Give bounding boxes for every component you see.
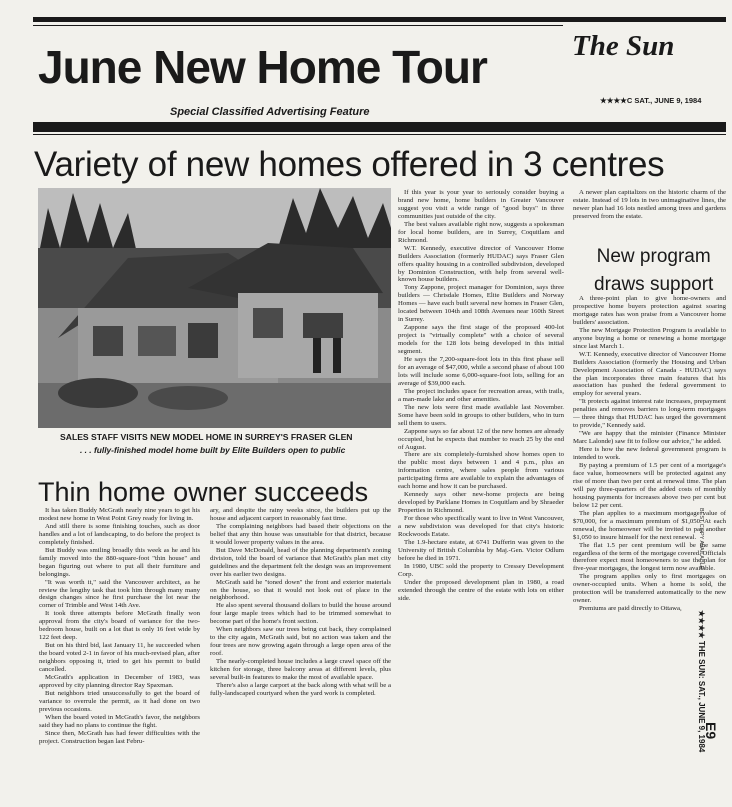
paragraph: W.T. Kennedy, executive director of Vancouver Home Builders Association (formerly the Housing and Urban Development Association of Canada - HUDAC) says the plan incorporates three main features that his association has pushed the federal government to employ for several years. bbox=[573, 350, 726, 398]
paragraph: Kennedy says other new-home projects are being developed by Parklane Homes in Coquitlam and by Shraeder Properties in Richmond. bbox=[398, 491, 564, 515]
paragraph: "It was worth it," said the Vancouver architect, as he review the lengthy task that took him through many many design changes since he first purchase the lot near the corner of Trimble and West 14th Ave. bbox=[39, 578, 200, 610]
paragraph: The complaining neighbors had based their objections on the belief that any thin house was unsuitable for that district, because it would lower property values in the area. bbox=[210, 522, 391, 546]
page-number: E9 bbox=[703, 722, 719, 740]
paragraph: The 1.9-hectare estate, at 6741 Dufferin was given to the University of British Columbia by Maj.-Gen. Victor Odlum before he died in 1971. bbox=[398, 538, 564, 562]
paragraph: Premiums are paid directly to Ottawa, bbox=[579, 605, 682, 613]
paragraph: The new lots were first made available last November. Some have been sold in groups to other builders, who in turn sell them to users. bbox=[398, 403, 564, 427]
top-rule-thin bbox=[33, 25, 563, 26]
paragraph: The program applies only to first mortgages on owner-occupied units. When a home is sold, the protection will be transferred automatically to the new owner. bbox=[573, 573, 726, 605]
paragraph: A three-point plan to give home-owners and prospective home buyers protection against soaring mortgage rates has won praise from a Vancouver home builders' association. bbox=[573, 295, 726, 326]
paragraph: ary, and despite the rainy weeks since, the builders put up the house and adjacent carport in reasonably fast time. bbox=[210, 507, 391, 522]
paragraph: McGrath's application in December of 1983, was approved by city planning director Ray Spaxman. bbox=[39, 674, 200, 689]
thin-home-headline: Thin home owner succeeds bbox=[38, 477, 369, 507]
photo-caption-line1: SALES STAFF VISITS NEW MODEL HOME IN SURREY'S FRASER GLEN bbox=[60, 432, 353, 442]
main-headline: Variety of new homes offered in 3 centres bbox=[34, 145, 665, 184]
section-title: June New Home Tour bbox=[38, 41, 487, 93]
paragraph: For those who specifically want to live in West Vancouver, a new subdivision was developed for that city's historic Rockwoods Estate. bbox=[398, 515, 564, 538]
paragraph: A newer plan capitalizes on the historic charm of the estate. Instead of 19 lots in two unimaginative lines, the newer plan had 16 lots nestled among trees and gardens preserved from the estate. bbox=[573, 189, 726, 220]
paragraph: Under the proposed development plan in 1980, a road extended through the centre of the estate with lots on either side. bbox=[398, 578, 564, 602]
paragraph: In 1980, UBC sold the property to Cressey Development Corp. bbox=[398, 562, 564, 578]
paragraph: "We are happy that the minister (Finance Minister Marc Lalonde) saw fit to follow our advice," he added. bbox=[573, 430, 726, 446]
paragraph: Zappone says so far about 12 of the new homes are already occupied, but he expects that number to reach 25 by the end of August. bbox=[398, 427, 564, 451]
dateline: ★★★★C SAT., JUNE 9, 1984 bbox=[600, 96, 702, 105]
best-copy-stamp: BEST COPY AVAILABLE bbox=[698, 508, 704, 570]
paragraph: It took three attempts before McGrath finally won approval from the city's board of variance for the two-bedroom house, built on a lot that is only 16 feet wide by 122 feet deep. bbox=[39, 610, 200, 642]
paragraph: But Buddy was smiling broadly this week as he and his family moved into the 880-square-foot "thin house" and began figuring out where to put all their furniture and belongings. bbox=[39, 546, 200, 578]
mortgage-headline-line2: draws support bbox=[594, 274, 714, 295]
paragraph: The new Mortgage Protection Program is available to anyone buying a home or renewing a home mortgage since last March 1. bbox=[573, 326, 726, 350]
new-homes-story-column bbox=[398, 189, 564, 803]
paragraph: But on his third bid, last January 11, he succeeded when the board voted 2-1 in favor of his much-revised plan, after neighbors opposing it, tried to get his permit to build cancelled. bbox=[39, 642, 200, 674]
paragraph: Zappone says the first stage of the proposed 400-lot project is "virtually complete" with a choice of several models for the 128 lots being developed in this initial segment. bbox=[398, 324, 564, 356]
paragraph: He says the 7,200-square-foot lots in this first phase sell for an average of $47,000, while a second phase of about 100 lots will include some 6,000-square-foot lots, selling for an average of $39,000 each. bbox=[398, 356, 564, 387]
paragraph: But Dave McDonald, head of the planning department's zoning division, told the board of variance that McGrath's plan met city guidelines and the department felt the design was an improvement over his earlier two designs. bbox=[210, 546, 391, 578]
paragraph: If this year is your year to seriously consider buying a brand new home, home builders in Greater Vancouver suggest you visit a wide range of "good buys" in three communities just outside of the city. bbox=[398, 189, 564, 220]
paragraph: W.T. Kennedy, executive director of Vancouver Home Builders Association (formerly HUDAC) says Fraser Glen offers quality housing in a controlled subdivision, developed by Dominion Construction, with help from several well-known house builders. bbox=[398, 244, 564, 284]
mortgage-headline-line1: New program bbox=[596, 246, 711, 267]
thin-story-column-2 bbox=[210, 507, 391, 802]
paragraph: There are six completely-furnished show homes open to the public most days between 1 and 4 p.m., plus an information centre, where sales people from various participating firms are available to explain the advantages of each home and how it can be purchased. bbox=[398, 451, 564, 491]
paragraph: He also spent several thousand dollars to build the house around four large maple trees which had to be trimmed somewhat to become part of the home's front section. bbox=[210, 602, 391, 626]
paragraph: It has taken Buddy McGrath nearly nine years to get his modest new home in West Point Grey ready for living in. bbox=[39, 507, 200, 522]
paragraph: And still there is some finishing touches, such as door handles and a lot of landscaping, to do before the project is completely finished. bbox=[39, 522, 200, 546]
paragraph: The project includes space for recreation areas, with trails, a man-made lake and other amenities. bbox=[398, 387, 564, 403]
house-photo bbox=[38, 188, 391, 428]
paragraph: By paying a premium of 1.5 per cent of a mortgage's face value, homeowners will be protected against any rise of more than two per cent at renewal time. The plan will pay three-quarters of the added costs of monthly housing payments for increases above two per cent but below 12 per cent. bbox=[573, 462, 726, 509]
paragraph: The flat 1.5 per cent premium will be the same regardless of the term of the mortgage covered. Officials therefore expect most homeowners to use the plan for five-year mortgages, the longest term now available. bbox=[573, 541, 726, 573]
paragraph: The plan applies to a maximum mortgage value of $70,000, for a maximum premium of $1,050. At each renewal, the homeowner will be invited to pay another $1,050 to insure himself for the next renewal. bbox=[573, 509, 726, 541]
paragraph: Since then, McGrath has had fewer difficulties with the project. Construction began last Febru- bbox=[39, 729, 200, 745]
paragraph: When neighbors saw our trees being cut back, they complained to the city again, McGrath said, but no action was taken and the four trees are now growing again through a large open area of the roof. bbox=[210, 626, 391, 658]
paragraph: "It protects against interest rate increases, prepayment penalties and removes barriers to long-term mortgages — three things that HUDAC has urged the government to provide," Kennedy said. bbox=[573, 398, 726, 430]
running-head: ★★★★ THE SUN: SAT., JUNE 9, 1984 bbox=[697, 610, 706, 753]
paragraph: The best values available right now, suggests a spokesman for local home builders, are in Surrey, Coquitlam and Richmond. bbox=[398, 220, 564, 244]
mortgage-headline bbox=[594, 243, 713, 299]
paragraph: There's also a large carport at the back along with what will be a fully-landscaped courtyard when the yard work is completed. bbox=[210, 681, 391, 697]
section-subtitle: Special Classified Advertising Feature bbox=[170, 106, 370, 118]
top-rule bbox=[33, 17, 726, 22]
paragraph: The nearly-completed house includes a large crawl space off the kitchen for storage, three balcony areas at different levels, plus several built-in features to make the most of available space. bbox=[210, 658, 391, 682]
masthead-bottom-rule bbox=[33, 122, 726, 132]
photo-caption-line2: . . . fully-finished model home built by Elite Builders open to public bbox=[80, 445, 346, 455]
paragraph: McGrath said he "toned down" the front and exterior materials on the house, so that it would not look out of place in the neighborhood. bbox=[210, 578, 391, 602]
paragraph: When the board voted in McGrath's favor, the neighbors said they had no plans to continue the fight. bbox=[39, 713, 200, 729]
paragraph: But neighbors tried unsuccessfully to get the board of variance to overrule the permit, as it had done on two previous occasions. bbox=[39, 689, 200, 713]
house-photo-illustration bbox=[38, 188, 391, 428]
paragraph: Here is how the new federal government program is intended to work. bbox=[573, 446, 726, 462]
newspaper-logo: The Sun bbox=[572, 30, 675, 62]
masthead-bottom-rule-thin bbox=[33, 134, 726, 135]
thin-story-column-1 bbox=[39, 507, 200, 802]
paragraph: Tony Zappone, project manager for Dominion, says three builders — Chrisdale Homes, Elite Builders and Norway Homes — have each built several new homes in Fraser Glen, located between 104th and 108th Avenues near 160th Street in Surrey. bbox=[398, 284, 564, 324]
